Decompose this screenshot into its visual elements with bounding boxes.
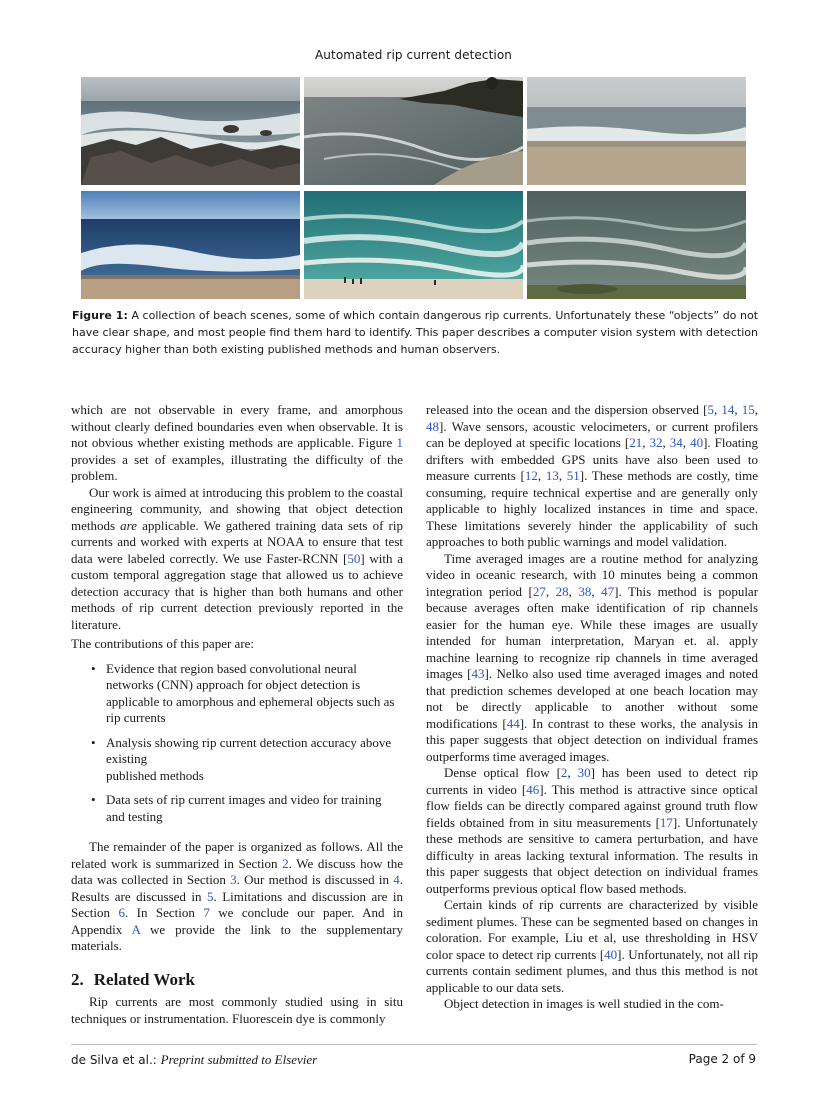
paragraph: Dense optical flow [2, 30] has been used to detect rip currents in video [46]. This method is attractive since optical flow fields can be directly compared against ground truth flow fields obtained from in situ measurements [17]. Unfortunately these methods are sensitive to camera perturbation, and have difficulty in areas lacking textural information. The results in this paper suggests that object detection on individual frames outperforms previous optical flow based methods.	[426, 765, 758, 896]
footer-citation: de Silva et al.: Preprint submitted to Elsevier	[71, 1052, 318, 1067]
beach-photo-turquoise	[304, 191, 523, 299]
citation-link[interactable]: 32	[649, 435, 663, 450]
citation-link[interactable]: 40	[604, 946, 618, 962]
section-reference-link[interactable]: 5	[207, 888, 214, 904]
section-reference-link[interactable]: 7	[203, 905, 210, 920]
section-reference-link[interactable]: 6	[118, 905, 125, 920]
figure-1-caption	[72, 307, 758, 358]
paragraph: The contributions of this paper are:	[71, 636, 255, 651]
citation-link[interactable]: 48	[426, 418, 439, 434]
beach-photo-cove	[304, 77, 523, 185]
citation-link[interactable]: 21	[629, 435, 643, 450]
paragraph: Certain kinds of rip currents are characterized by visible sediment plumes. These can be segmented based on changes in coloration. For example, Liu et al, use thresholding in HSV color space to detect rip currents [40]. Unfortunately, not all rip currents contain sediment plumes, and thus this method is not applicable to our data sets.	[426, 897, 758, 995]
citation-link[interactable]: 12	[524, 468, 538, 483]
citation-link[interactable]: 27	[532, 583, 546, 599]
citation-link[interactable]: 50	[347, 550, 361, 566]
section-reference-link[interactable]: 4	[393, 872, 400, 887]
footer-divider	[71, 1044, 757, 1045]
figure-1-image-grid	[81, 77, 746, 299]
paragraph: The remainder of the paper is organized as follows. All the related work is summarized in Section 2. We discuss how the data was collected in Section 3. Our method is discussed in 4. Results are discussed in 5. Limitations and discussion are in Section 6. In Section 7 we conclude our paper. And in Appendix A we provide the link to the supplementary materials.	[71, 839, 404, 953]
appendix-reference-link[interactable]: A	[131, 921, 141, 937]
citation-link[interactable]: 15	[741, 402, 755, 417]
list-item: • Data sets of rip current images and video for training and testing	[106, 792, 403, 825]
paragraph: Object detection in images is well studied in the com-	[444, 996, 724, 1011]
figure-label: Figure 1:	[72, 309, 128, 322]
paragraph: Time averaged images are a routine method for analyzing video in oceanic research, with 10 minutes being a common integration period [27, 28, 38, 47]. This method is popular because averages often make identification of rip channels easier for the human eye. While these images are usually intended for human interpretation, Maryan et. al. apply machine learning to recognize rip channels in time averaged images [43]. Nelko also used time averaged images and noted that prediction schemes developed at one beach location may not be directly applicable to another without some modifications [44]. In contrast to these works, the analysis in this paper suggests that object detection on individual frames outperforms time averaged images.	[426, 550, 759, 764]
citation-link[interactable]: 17	[659, 814, 673, 830]
section-heading: 2. Related Work	[71, 969, 195, 989]
citation-link[interactable]: 47	[601, 583, 615, 599]
right-column	[426, 402, 758, 1013]
citation-link[interactable]: 30	[577, 765, 591, 780]
citation-link[interactable]: 2	[560, 765, 568, 780]
figure-caption-text: A collection of beach scenes, some of which contain dangerous rip currents. Unfortunately these “objects” do not have clear shape, and most people find them hard to identify. This paper describes a computer vision system with detection accuracy higher than both existing published methods and human observers.	[72, 309, 759, 356]
citation-link[interactable]: 38	[578, 583, 592, 599]
beach-photo-gray-surf	[527, 191, 746, 299]
paragraph: Our work is aimed at introducing this problem to the coastal engineering community, and showing that object detection methods are applicable. We gathered training data sets of rip currents and worked with experts at NOAA to ensure that test data were labeled correctly. We use Faster-RCNN [50] with a custom temporal aggregation stage that allowed us to achieve detection accuracy that is higher than both humans and other methods of rip current detection previously reported in the literature.	[71, 484, 403, 632]
paragraph: which are not observable in every frame, and amorphous without clearly defined boundaries even when observable. It is not obvious whether existing methods are applicable. Figure 1 provides a set of examples, illustrating the difficulty of the problem.	[71, 402, 403, 483]
beach-photo-calm	[527, 77, 746, 185]
section-reference-link[interactable]: 3	[230, 872, 237, 887]
section-reference-link[interactable]: 2	[282, 855, 289, 871]
beach-photo-rocks	[81, 77, 300, 185]
citation-link[interactable]: 46	[526, 781, 540, 797]
citation-link[interactable]: 51	[566, 468, 580, 483]
page-number: Page 2 of 9	[688, 1052, 756, 1066]
citation-link[interactable]: 28	[555, 583, 569, 599]
list-item: • Analysis showing rip current detection accuracy above existing published methods	[106, 735, 403, 785]
citation-link[interactable]: 43	[471, 666, 485, 681]
left-column	[71, 402, 403, 1027]
citation-link[interactable]: 40	[690, 435, 704, 450]
citation-link[interactable]: 14	[721, 402, 735, 417]
paragraph: released into the ocean and the dispersion observed [5, 14, 15, 48]. Wave sensors, acoustic velocimeters, or current profilers can be deployed at specific locations [21, 32, 34, 40]. Floating drifters with embedded GPS units have also been used to measure currents [12, 13, 51]. These methods are costly, time consuming, require technical expertise and are generally only applicable to highly localized instances in time and space. These limitations severely hinder the applicability of such approaches to both public warnings and model validation.	[426, 402, 759, 549]
beach-photo-breaking-wave	[81, 191, 300, 299]
citation-link[interactable]: 44	[506, 715, 520, 731]
figure-reference-link[interactable]: 1	[396, 435, 403, 450]
citation-link[interactable]: 5	[707, 402, 714, 417]
list-item: • Evidence that region based convolutional neural networks (CNN) approach for object detection is applicable to amorphous and ephemeral objects such as rip currents	[106, 661, 403, 727]
citation-link[interactable]: 34	[669, 435, 683, 450]
paragraph: Rip currents are most commonly studied using in situ techniques or instrumentation. Fluorescein dye is commonly	[71, 994, 403, 1026]
citation-link[interactable]: 13	[545, 468, 559, 483]
running-header: Automated rip current detection	[315, 48, 512, 62]
contributions-list	[71, 661, 403, 826]
